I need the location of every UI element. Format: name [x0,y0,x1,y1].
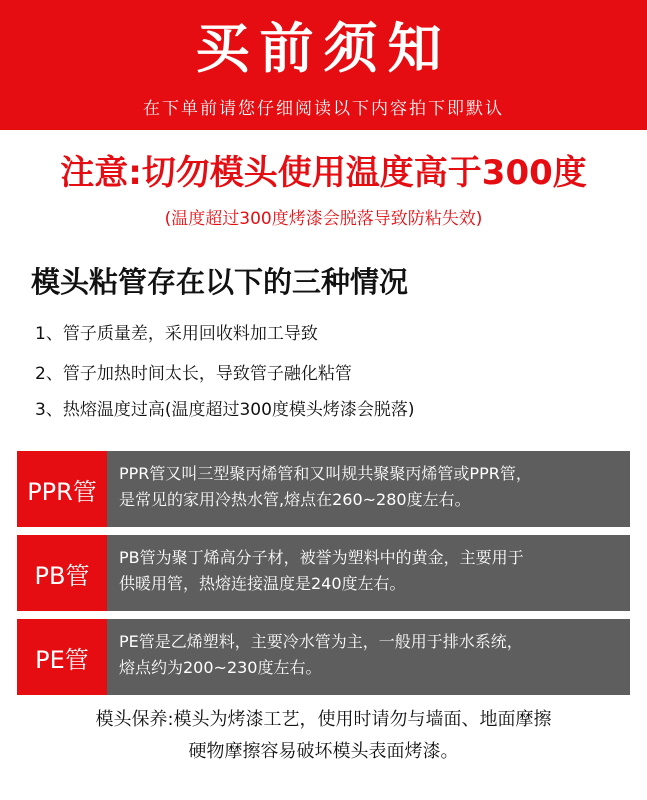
pipe-description-line: PE管是乙烯塑料，主要冷水管为主，一般用于排水系统， [119,632,523,651]
list-item: 3、热熔温度过高(温度超过300度模头烤漆会脱落) [35,400,415,420]
pipe-description-line: 是常见的家用冷热水管,熔点在260~280度左右。 [119,490,471,509]
page-title: 买前须知 [195,17,452,80]
warning-text: 注意:切勿模头使用温度高于300度 [60,153,587,193]
pipe-description [107,535,630,611]
warning-note: (温度超过300度烤漆会脱落导致防粘失效) [164,209,483,229]
section-title: 模头粘管存在以下的三种情况 [31,265,409,299]
maintenance-line: 模头保养:模头为烤漆工艺，使用时请勿与墙面、地面摩擦 [95,709,552,730]
list-item: 1、管子质量差，采用回收料加工导致 [35,324,318,344]
pipe-type-label: PPR管 [17,451,107,527]
pipe-type-label: PB管 [17,535,107,611]
pipe-description-line: PB管为聚丁烯高分子材，被誉为塑料中的黄金，主要用于 [119,548,524,567]
pipe-type-label: PE管 [17,619,107,695]
pipe-description-line: 供暖用管，热熔连接温度是240度左右。 [119,574,406,593]
pipe-description [107,619,630,695]
maintenance-line: 硬物摩擦容易破坏模头表面烤漆。 [188,741,459,762]
page-subtitle: 在下单前请您仔细阅读以下内容拍下即默认 [143,99,504,119]
pipe-description-line: 熔点约为200~230度左右。 [119,658,322,677]
header-banner [0,0,647,130]
list-item: 2、管子加热时间太长，导致管子融化粘管 [35,364,352,384]
table-row [17,619,630,695]
maintenance-note [0,704,647,768]
pipe-description [107,451,630,527]
pipe-description-line: PPR管又叫三型聚丙烯管和又叫规共聚聚丙烯管或PPR管， [119,464,532,483]
pipe-table [17,451,630,703]
table-row [17,451,630,527]
table-row [17,535,630,611]
